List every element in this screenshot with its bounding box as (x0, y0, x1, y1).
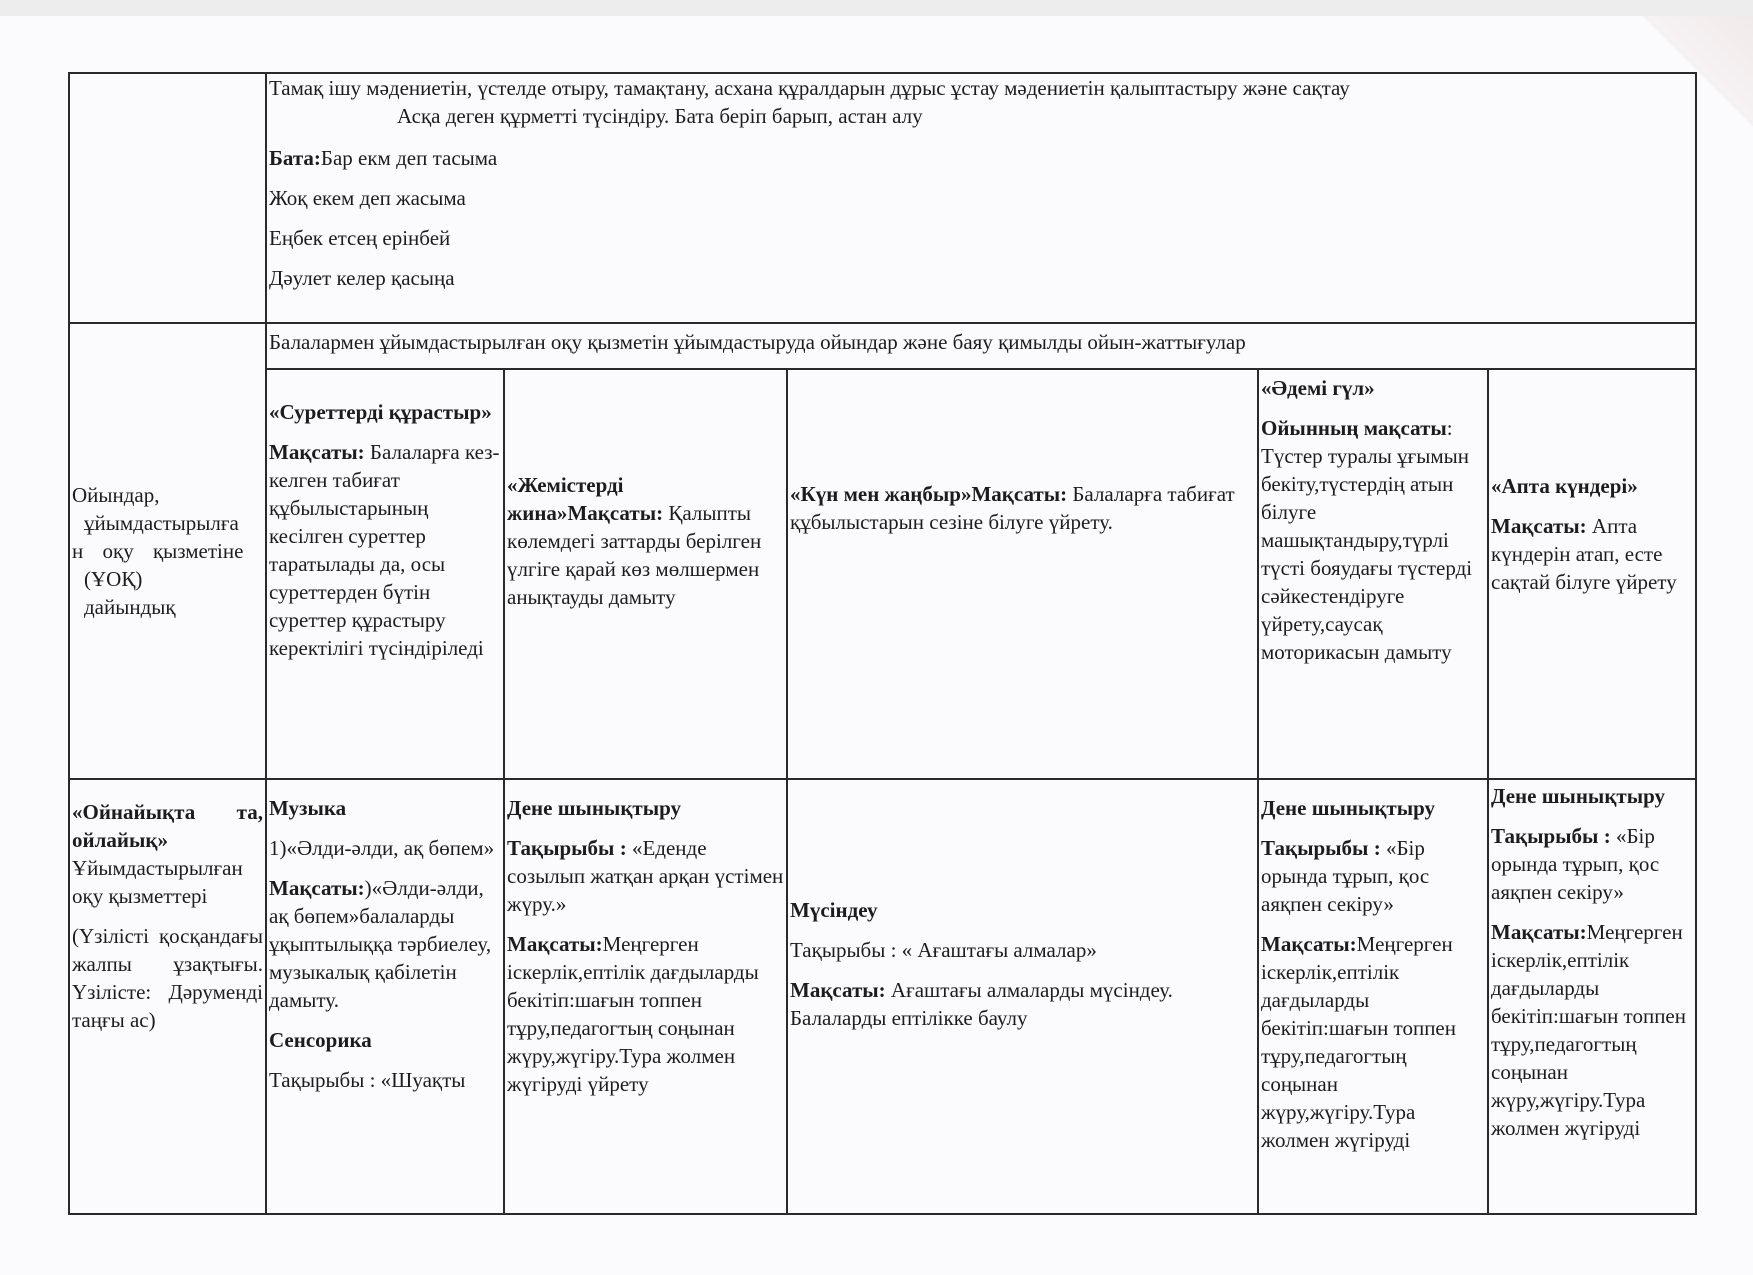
bata-line-2: Жоқ екем деп жасыма (269, 186, 466, 210)
row3-label-cell (69, 779, 266, 1214)
goal-text: : Түстер туралы ұғымын бекіту,түстердің атын білуге машықтандыру,түрлі түсті бояудағы түстерді сәйкестендіруге үйрету,саусақ моторикасын дамыту (1261, 416, 1473, 664)
goal-text: Апта күндерін атап, есте сақтай білуге үйрету (1491, 514, 1677, 594)
goal-label: Мақсаты: (567, 501, 664, 525)
bata-line-1 (269, 144, 1693, 172)
goal-label: Мақсаты: (507, 932, 603, 956)
goal-label: Ойынның мақсаты (1261, 416, 1447, 440)
activity-subject: Дене шынықтыру (507, 796, 682, 820)
goal-text: Меңгерген іскерлік,ептілік дағдыларды бекітіп:шағын топпен тұру,педагогтың соңынан жүру,жүгіру.Тура жолмен жүгіруді (1491, 920, 1686, 1140)
bata-line-4: Дәулет келер қасыңа (269, 266, 455, 290)
bata-line-3: Еңбек етсең ерінбей (269, 226, 451, 250)
goal-label: Мақсаты: (1491, 920, 1587, 944)
activity-cell (1488, 779, 1696, 1214)
topic-label: Тақырыбы : (1491, 824, 1611, 848)
row1-content-cell (266, 73, 1696, 323)
activity-subject: Мүсіндеу (790, 898, 878, 922)
row2-label-line: Ойындар, (72, 483, 160, 507)
row-table-manners (69, 73, 1696, 323)
game-title: «Апта күндері» (1491, 474, 1638, 498)
topic-label: Тақырыбы : (507, 836, 627, 860)
row3-label-text: Ұйымдастырылған оқу қызметтері (72, 856, 243, 908)
game-cell (504, 369, 787, 779)
game-title: «Күн мен жаңбыр» (790, 482, 972, 506)
topic-label: Тақырыбы : (1261, 836, 1381, 860)
activity-subject-2: Сенсорика (269, 1028, 372, 1052)
row1-line-1: Тамақ ішу мәдениетін, үстелде отыру, тамақтану, асхана құралдарын дұрыс ұстау мәдениетін қалыптастыру және сақтау (269, 76, 1350, 100)
goal-text: Қалыпты көлемдегі заттарды берілген үлгіге қарай көз мөлшермен анықтауды дамыту (507, 501, 762, 609)
row3-label-title: «Ойнайықта та, ойлайық» (72, 800, 263, 852)
goal-label: Мақсаты: (1261, 932, 1357, 956)
goal-text: Ағаштағы алмаларды мүсіндеу. Балаларды ептілікке баулу (790, 978, 1173, 1030)
game-cell (787, 369, 1258, 779)
game-cell (266, 369, 504, 779)
row-organized-activities (69, 779, 1696, 1214)
activity-subject: Дене шынықтыру (1261, 796, 1436, 820)
row2-label-line: дайындық (84, 595, 176, 619)
goal-label: Мақсаты: (1491, 514, 1587, 538)
activity-topic: «Бір орында тұрып, қос аяқпен секіру» (1261, 836, 1430, 916)
game-title: «Суреттерді құрастыр» (269, 400, 492, 424)
bata-text-1: Бар екм деп тасыма (320, 146, 498, 170)
goal-label: Мақсаты: (269, 440, 365, 464)
goal-text: Меңгерген іскерлік,ептілік дағдыларды бекітіп:шағын топпен тұру,педагогтың соңынан жүру,жүгіру.Тура жолмен жүгіруді (1261, 932, 1456, 1152)
goal-text: Меңгерген іскерлік,ептілік дағдыларды бекітіп:шағын топпен тұру,педагогтың соңынан жүру,жүгіру.Тура жолмен жүгіруді үйрету (507, 932, 759, 1096)
activity-cell (266, 779, 504, 1214)
activity-topic: «Бір орында тұрып, қос аяқпен секіру» (1491, 824, 1660, 904)
activity-topic: «Еденде созылып жатқан арқан үстімен жүру.» (507, 836, 784, 916)
row3-label-note: (Үзілісті қосқандағы жалпы ұзақтығы. Үзілісте: Дәруменді таңғы ас) (72, 924, 263, 1032)
goal-text: Балаларға кез-келген табиғат құбылыстарының кесілген суреттер таратылады да, осы суреттерден бүтін суреттер құрастыру керектілігі түсіндіріледі (269, 440, 500, 660)
lesson-plan-table (68, 72, 1697, 1215)
row1-label-cell (69, 73, 266, 323)
game-title: «Әдемі гүл» (1261, 376, 1375, 400)
row-games-header (69, 323, 1696, 369)
goal-label: Мақсаты: (971, 482, 1068, 506)
row2-label-line: ұйымдастырылға (84, 511, 239, 535)
row1-line-2: Асқа деген құрметті түсіндіру. Бата беріп барып, астан алу (397, 104, 923, 128)
row2-label-line: н оқу қызметіне (72, 539, 244, 563)
goal-text: )«Әлди-әлди, ақ бөпем»балаларды ұқыптылыққа тәрбиелеу, музыкалық қабілетін дамыту. (269, 876, 492, 1012)
row2-label-line: (ҰОҚ) (84, 567, 143, 591)
activity-cell (504, 779, 787, 1214)
game-cell (1258, 369, 1488, 779)
game-title: «Жемістерді жина» (507, 473, 624, 525)
activity-topic-2: Тақырыбы : «Шуақты (269, 1068, 466, 1092)
activity-cell (1258, 779, 1488, 1214)
bata-label: Бата: (269, 146, 321, 170)
goal-text: Балаларға табиғат құбылыстарын сезіне білуге үйрету. (790, 482, 1235, 534)
goal-label: Мақсаты: (269, 876, 365, 900)
goal-label: Мақсаты: (790, 978, 886, 1002)
activity-topic: 1)«Әлди-әлди, ақ бөпем» (269, 836, 495, 860)
row2-label-cell (69, 323, 266, 779)
activity-cell (787, 779, 1258, 1214)
activity-subject: Музыка (269, 796, 347, 820)
activity-topic: Тақырыбы : « Ағаштағы алмалар» (790, 938, 1097, 962)
row2-header-cell: Балалармен ұйымдастырылған оқу қызметін ұйымдастыруда ойындар және баяу қимылды ойын-жаттығулар (266, 323, 1696, 369)
game-cell (1488, 369, 1696, 779)
row-games-body (69, 369, 1696, 779)
activity-subject: Дене шынықтыру (1491, 784, 1666, 808)
